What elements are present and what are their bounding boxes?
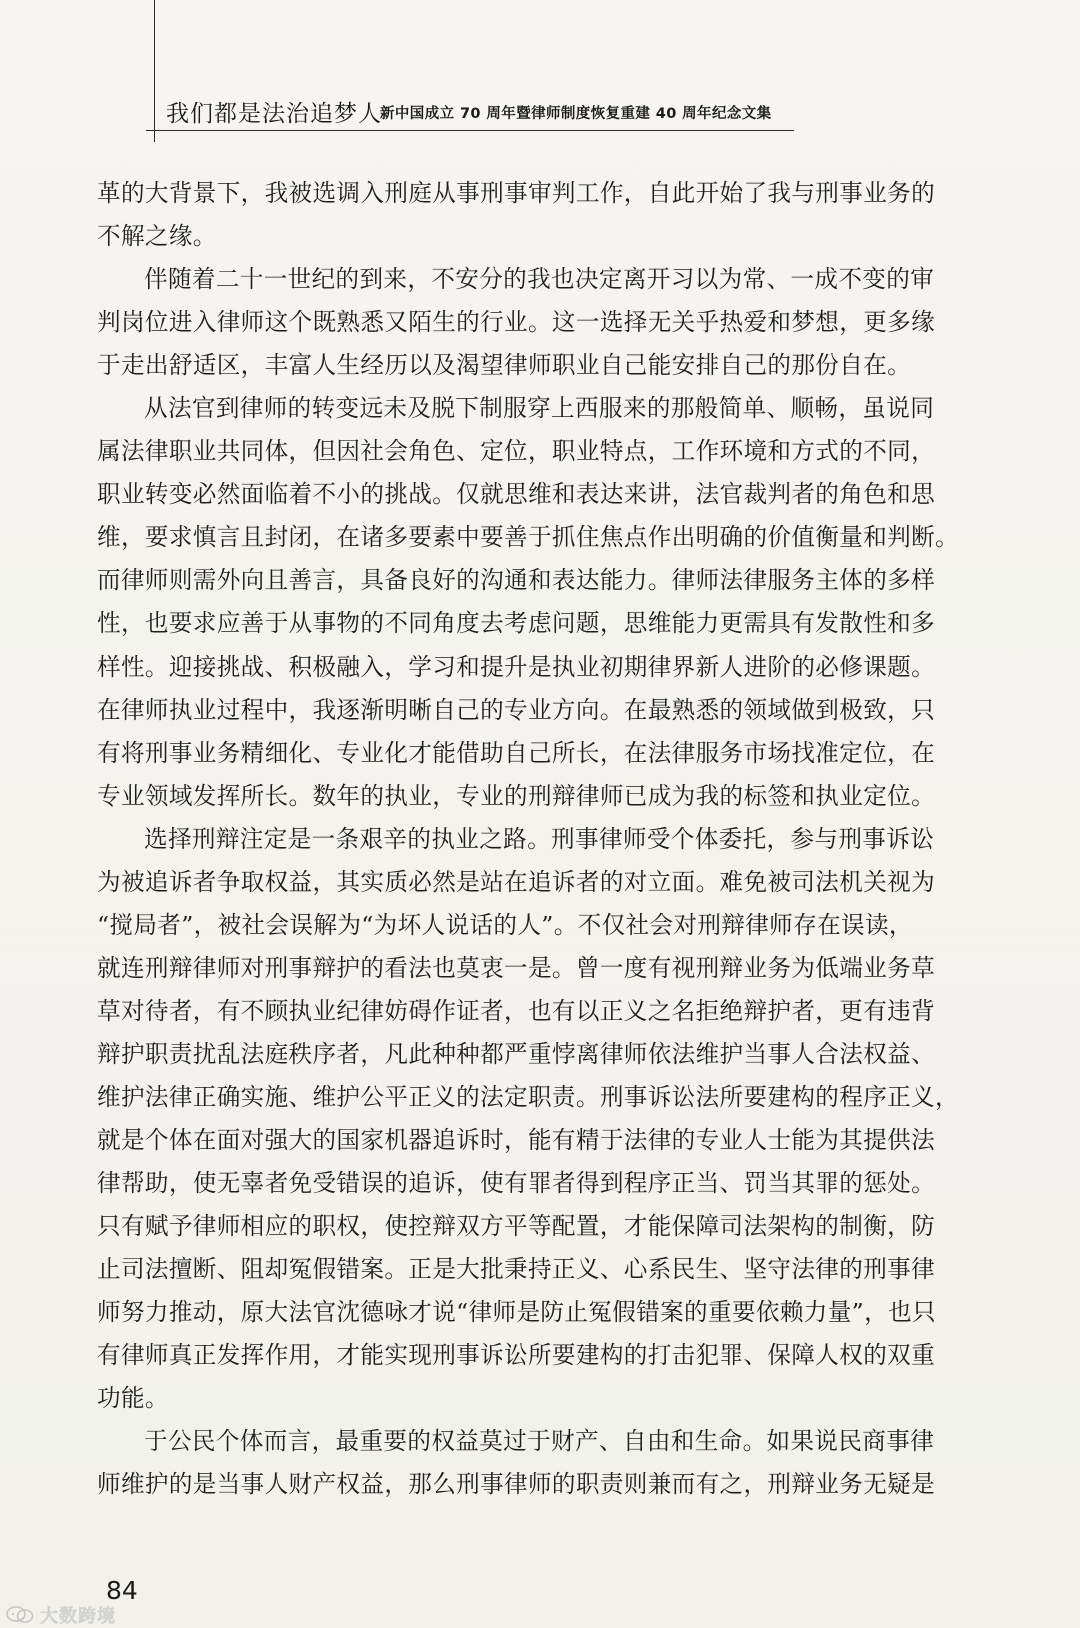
- text-line: 草对待者，有不顾执业纪律妨碍作证者，也有以正义之名拒绝辩护者，更有违背: [97, 996, 936, 1025]
- text-line: 于走出舒适区，丰富人生经历以及渴望律师职业自己能安排自己的那份自在。: [97, 351, 912, 380]
- text-line: 性，也要求应善于从事物的不同角度去考虑问题，思维能力更需具有发散性和多: [97, 609, 936, 638]
- text-line: 功能。: [97, 1384, 169, 1413]
- text-line: 而律师则需外向且善言，具备良好的沟通和表达能力。律师法律服务主体的多样: [97, 566, 936, 595]
- text-line: 有律师真正发挥作用，才能实现刑事诉讼所要建构的打击犯罪、保障人权的双重: [97, 1341, 936, 1370]
- chat-bubble-logo-icon: [6, 1605, 34, 1625]
- running-head-title: 我们都是法治追梦人: [166, 101, 382, 127]
- text-line: 从法官到律师的转变远未及脱下制服穿上西服来的那般简单、顺畅，虽说同: [144, 394, 935, 423]
- text-line: 维，要求慎言且封闭，在诸多要素中要善于抓住焦点作出明确的价值衡量和判断。: [97, 523, 959, 552]
- header-horizontal-rule: [146, 130, 794, 131]
- text-line: 师努力推动，原大法官沈德咏才说“律师是防止冤假错案的重要依赖力量”，也只: [97, 1298, 936, 1327]
- text-line: 止司法擅断、阻却冤假错案。正是大批秉持正义、心系民生、坚守法律的刑事律: [97, 1255, 936, 1284]
- text-line: 样性。迎接挑战、积极融入，学习和提升是执业初期律界新人进阶的必修课题。: [97, 652, 936, 681]
- watermark-text: 大数跨境: [40, 1606, 116, 1627]
- text-line: 有将刑事业务精细化、专业化才能借助自己所长，在法律服务市场找准定位，在: [97, 738, 936, 767]
- text-line: 选择刑辩注定是一条艰辛的执业之路。刑事律师受个体委托，参与刑事诉讼: [144, 824, 935, 853]
- text-line: “搅局者”，被社会误解为“为坏人说话的人”。不仅社会对刑辩律师存在误读，: [97, 910, 913, 939]
- page-number: 84: [106, 1576, 138, 1605]
- text-line: 律帮助，使无辜者免受错误的追诉，使有罪者得到程序正当、罚当其罪的惩处。: [97, 1169, 936, 1198]
- watermark: [6, 1602, 116, 1628]
- text-line: 只有赋予律师相应的职权，使控辩双方平等配置，才能保障司法架构的制衡，防: [97, 1212, 936, 1241]
- text-line: 辩护职责扰乱法庭秩序者，凡此种种都严重悖离律师依法维护当事人合法权益、: [97, 1039, 936, 1068]
- text-line: 不解之缘。: [97, 222, 217, 251]
- text-line: 为被追诉者争取权益，其实质必然是站在追诉者的对立面。难免被司法机关视为: [97, 867, 936, 896]
- text-line: 专业领域发挥所长。数年的执业，专业的刑辩律师已成为我的标签和执业定位。: [97, 781, 936, 810]
- text-line: 在律师执业过程中，我逐渐明晰自己的专业方向。在最熟悉的领域做到极致，只: [97, 695, 936, 724]
- text-line: 于公民个体而言，最重要的权益莫过于财产、自由和生命。如果说民商事律: [144, 1427, 935, 1456]
- text-line: 革的大背景下，我被选调入刑庭从事刑事审判工作，自此开始了我与刑事业务的: [97, 179, 936, 207]
- text-line: 师维护的是当事人财产权益，那么刑事律师的职责则兼而有之，刑辩业务无疑是: [97, 1470, 936, 1499]
- body-text: [97, 172, 1019, 1506]
- header-vertical-rule: [154, 0, 155, 142]
- text-line: 属法律职业共同体，但因社会角色、定位，职业特点，工作环境和方式的不同，: [97, 437, 936, 466]
- text-line: 伴随着二十一世纪的到来，不安分的我也决定离开习以为常、一成不变的审: [144, 265, 935, 294]
- text-line: 就连刑辩律师对刑事辩护的看法也莫衷一是。曾一度有视刑辩业务为低端业务草: [97, 953, 936, 982]
- text-line: 维护法律正确实施、维护公平正义的法定职责。刑事诉讼法所要建构的程序正义，: [97, 1082, 959, 1111]
- running-head-subtitle: 新中国成立 70 周年暨律师制度恢复重建 40 周年纪念文集: [380, 106, 772, 122]
- text-line: 判岗位进入律师这个既熟悉又陌生的行业。这一选择无关乎热爱和梦想，更多缘: [97, 308, 936, 337]
- text-line: 职业转变必然面临着不小的挑战。仅就思维和表达来讲，法官裁判者的角色和思: [97, 480, 936, 509]
- text-line: 就是个体在面对强大的国家机器追诉时，能有精于法律的专业人士能为其提供法: [97, 1126, 936, 1155]
